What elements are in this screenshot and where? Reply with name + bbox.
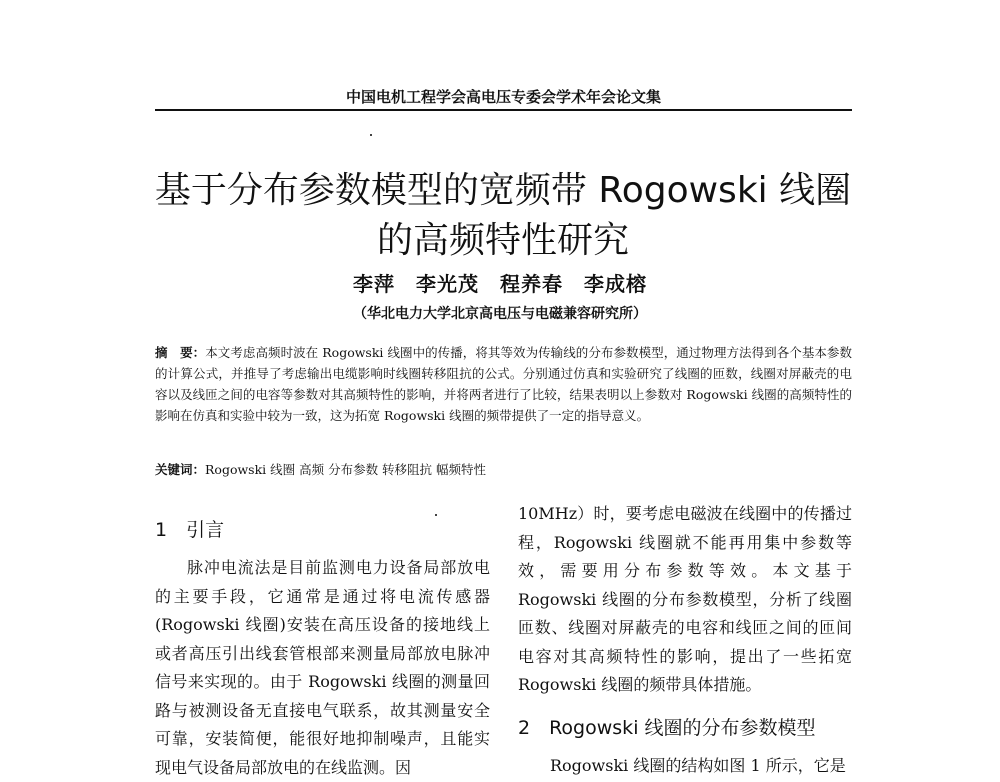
header-rule — [155, 109, 852, 111]
section2-heading: 2 Rogowski 线圈的分布参数模型 — [518, 716, 816, 739]
keywords — [155, 460, 486, 478]
abstract-label: 摘 要： — [155, 345, 206, 360]
section1-heading: 1 引言 — [155, 519, 225, 541]
section1-paragraph: 脉冲电流法是目前监测电力设备局部放电的主要手段，它通常是通过将电流传感器(Rogowski 线圈)安装在高压设备的接地线上或者高压引出线套管根部来测量局部放电脉冲信号来实现的。由于 Rogowski 线圈的测量回路与被测设备无直接电气联系，故其测量安全可靠，安装简便，能很好地抑制噪声，且能实现电气设备局部放电的在线监测。因 — [155, 558, 490, 777]
column-left — [155, 554, 490, 782]
scan-speck — [370, 134, 372, 136]
affiliation: （华北电力大学北京高电压与电磁兼容研究所） — [353, 306, 647, 322]
column-right — [518, 500, 852, 781]
running-header: 中国电机工程学会高电压专委会学术年会论文集 — [345, 88, 661, 106]
paper-title-line2: 的高频特性研究 — [376, 220, 629, 261]
keywords-label: 关键词： — [155, 462, 206, 477]
keywords-text: Rogowski 线圈 高频 分布参数 转移阻抗 幅频特性 — [205, 462, 487, 477]
column2-paragraph: 10MHz）时，要考虑电磁波在线圈中的传播过程，Rogowski 线圈就不能再用集中参数等效，需要用分布参数等效。本文基于 Rogowski 线圈的分布参数模型，分析了线圈匝数、线圈对屏蔽壳的电容和线匝之间的匝间电容对其高频特性的影响，提出了一些拓宽 Rogowski 线圈的频带具体措施。 — [518, 504, 852, 694]
abstract — [155, 342, 852, 426]
scan-speck — [435, 514, 437, 516]
abstract-text: 本文考虑高频时波在 Rogowski 线圈中的传播，将其等效为传输线的分布参数模型，通过物理方法得到各个基本参数的计算公式，并推导了考虑输出电缆影响时线圈转移阻抗的公式。分别通过仿真和实验研究了线圈的匝数，线圈对屏蔽壳的电容以及线匝之间的电容等参数对其高频特性的影响，并将两者进行了比较，结果表明以上参数对 Rogowski 线圈的高频特性的影响在仿真和实验中较为一致，这为拓宽 Rogowski 线圈的频带提供了一定的指导意义。 — [155, 345, 852, 423]
authors: 李萍 李光茂 程养春 李成榕 — [353, 272, 647, 296]
section2-paragraph: Rogowski 线圈的结构如图 1 所示，它是 — [550, 756, 846, 775]
paper-title-line1: 基于分布参数模型的宽频带 Rogowski 线圈 — [154, 170, 852, 211]
